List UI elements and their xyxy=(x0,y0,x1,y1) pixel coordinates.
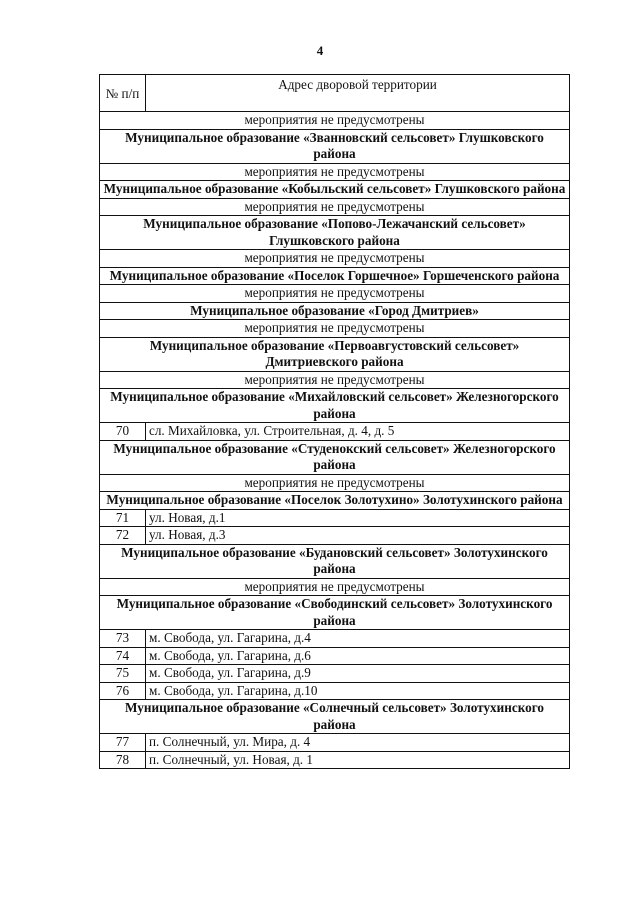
table-row xyxy=(100,682,570,700)
note-row xyxy=(100,163,570,181)
municipality-title: Муниципальное образование «Будановский сельсовет» Золотухинского района xyxy=(100,544,570,578)
table-row xyxy=(100,630,570,648)
row-address: сл. Михайловка, ул. Строительная, д. 4, д. 5 xyxy=(146,423,570,441)
no-measures-note: мероприятия не предусмотрены xyxy=(100,163,570,181)
row-number: 78 xyxy=(100,751,146,769)
no-measures-note: мероприятия не предусмотрены xyxy=(100,198,570,216)
table-body xyxy=(100,112,570,769)
row-number: 74 xyxy=(100,647,146,665)
row-address: м. Свобода, ул. Гагарина, д.9 xyxy=(146,665,570,683)
table-row xyxy=(100,509,570,527)
municipality-title: Муниципальное образование «Попово-Лежачанский сельсовет» Глушковского района xyxy=(100,216,570,250)
municipality-row xyxy=(100,389,570,423)
address-table xyxy=(99,74,570,769)
municipality-row xyxy=(100,129,570,163)
municipality-row xyxy=(100,267,570,285)
no-measures-note: мероприятия не предусмотрены xyxy=(100,285,570,303)
municipality-row xyxy=(100,181,570,199)
row-number: 72 xyxy=(100,527,146,545)
row-address: ул. Новая, д.3 xyxy=(146,527,570,545)
no-measures-note: мероприятия не предусмотрены xyxy=(100,250,570,268)
municipality-row xyxy=(100,596,570,630)
note-row xyxy=(100,112,570,130)
note-row xyxy=(100,198,570,216)
no-measures-note: мероприятия не предусмотрены xyxy=(100,320,570,338)
municipality-row xyxy=(100,440,570,474)
municipality-row xyxy=(100,492,570,510)
table-row xyxy=(100,734,570,752)
table-row xyxy=(100,527,570,545)
municipality-title: Муниципальное образование «Свободинский сельсовет» Золотухинского района xyxy=(100,596,570,630)
municipality-title: Муниципальное образование «Солнечный сельсовет» Золотухинского района xyxy=(100,700,570,734)
row-number: 73 xyxy=(100,630,146,648)
municipality-title: Муниципальное образование «Михайловский сельсовет» Железногорского района xyxy=(100,389,570,423)
table-header-row xyxy=(100,75,570,112)
municipality-row xyxy=(100,700,570,734)
row-number: 76 xyxy=(100,682,146,700)
municipality-title: Муниципальное образование «Званновский сельсовет» Глушковского района xyxy=(100,129,570,163)
table-row xyxy=(100,647,570,665)
row-address: п. Солнечный, ул. Новая, д. 1 xyxy=(146,751,570,769)
row-address: м. Свобода, ул. Гагарина, д.10 xyxy=(146,682,570,700)
row-number: 77 xyxy=(100,734,146,752)
municipality-title: Муниципальное образование «Поселок Горшечное» Горшеченского района xyxy=(100,267,570,285)
table-row xyxy=(100,751,570,769)
row-address: ул. Новая, д.1 xyxy=(146,509,570,527)
table-row xyxy=(100,423,570,441)
municipality-title: Муниципальное образование «Поселок Золотухино» Золотухинского района xyxy=(100,492,570,510)
no-measures-note: мероприятия не предусмотрены xyxy=(100,112,570,130)
no-measures-note: мероприятия не предусмотрены xyxy=(100,578,570,596)
municipality-title: Муниципальное образование «Студенокский сельсовет» Железногорского района xyxy=(100,440,570,474)
note-row xyxy=(100,285,570,303)
note-row xyxy=(100,474,570,492)
municipality-title: Муниципальное образование «Город Дмитриев» xyxy=(100,302,570,320)
table-row xyxy=(100,665,570,683)
note-row xyxy=(100,250,570,268)
municipality-row xyxy=(100,544,570,578)
note-row xyxy=(100,371,570,389)
page-number: 4 xyxy=(316,43,324,58)
header-num: № п/п xyxy=(100,75,146,112)
row-address: м. Свобода, ул. Гагарина, д.6 xyxy=(146,647,570,665)
row-number: 71 xyxy=(100,509,146,527)
header-address: Адрес дворовой территории xyxy=(146,75,570,112)
municipality-title: Муниципальное образование «Первоавгустовский сельсовет» Дмитриевского района xyxy=(100,337,570,371)
row-address: м. Свобода, ул. Гагарина, д.4 xyxy=(146,630,570,648)
note-row xyxy=(100,578,570,596)
row-address: п. Солнечный, ул. Мира, д. 4 xyxy=(146,734,570,752)
no-measures-note: мероприятия не предусмотрены xyxy=(100,371,570,389)
row-number: 75 xyxy=(100,665,146,683)
municipality-row xyxy=(100,216,570,250)
row-number: 70 xyxy=(100,423,146,441)
municipality-title: Муниципальное образование «Кобыльский сельсовет» Глушковского района xyxy=(100,181,570,199)
municipality-row xyxy=(100,302,570,320)
no-measures-note: мероприятия не предусмотрены xyxy=(100,474,570,492)
note-row xyxy=(100,320,570,338)
municipality-row xyxy=(100,337,570,371)
